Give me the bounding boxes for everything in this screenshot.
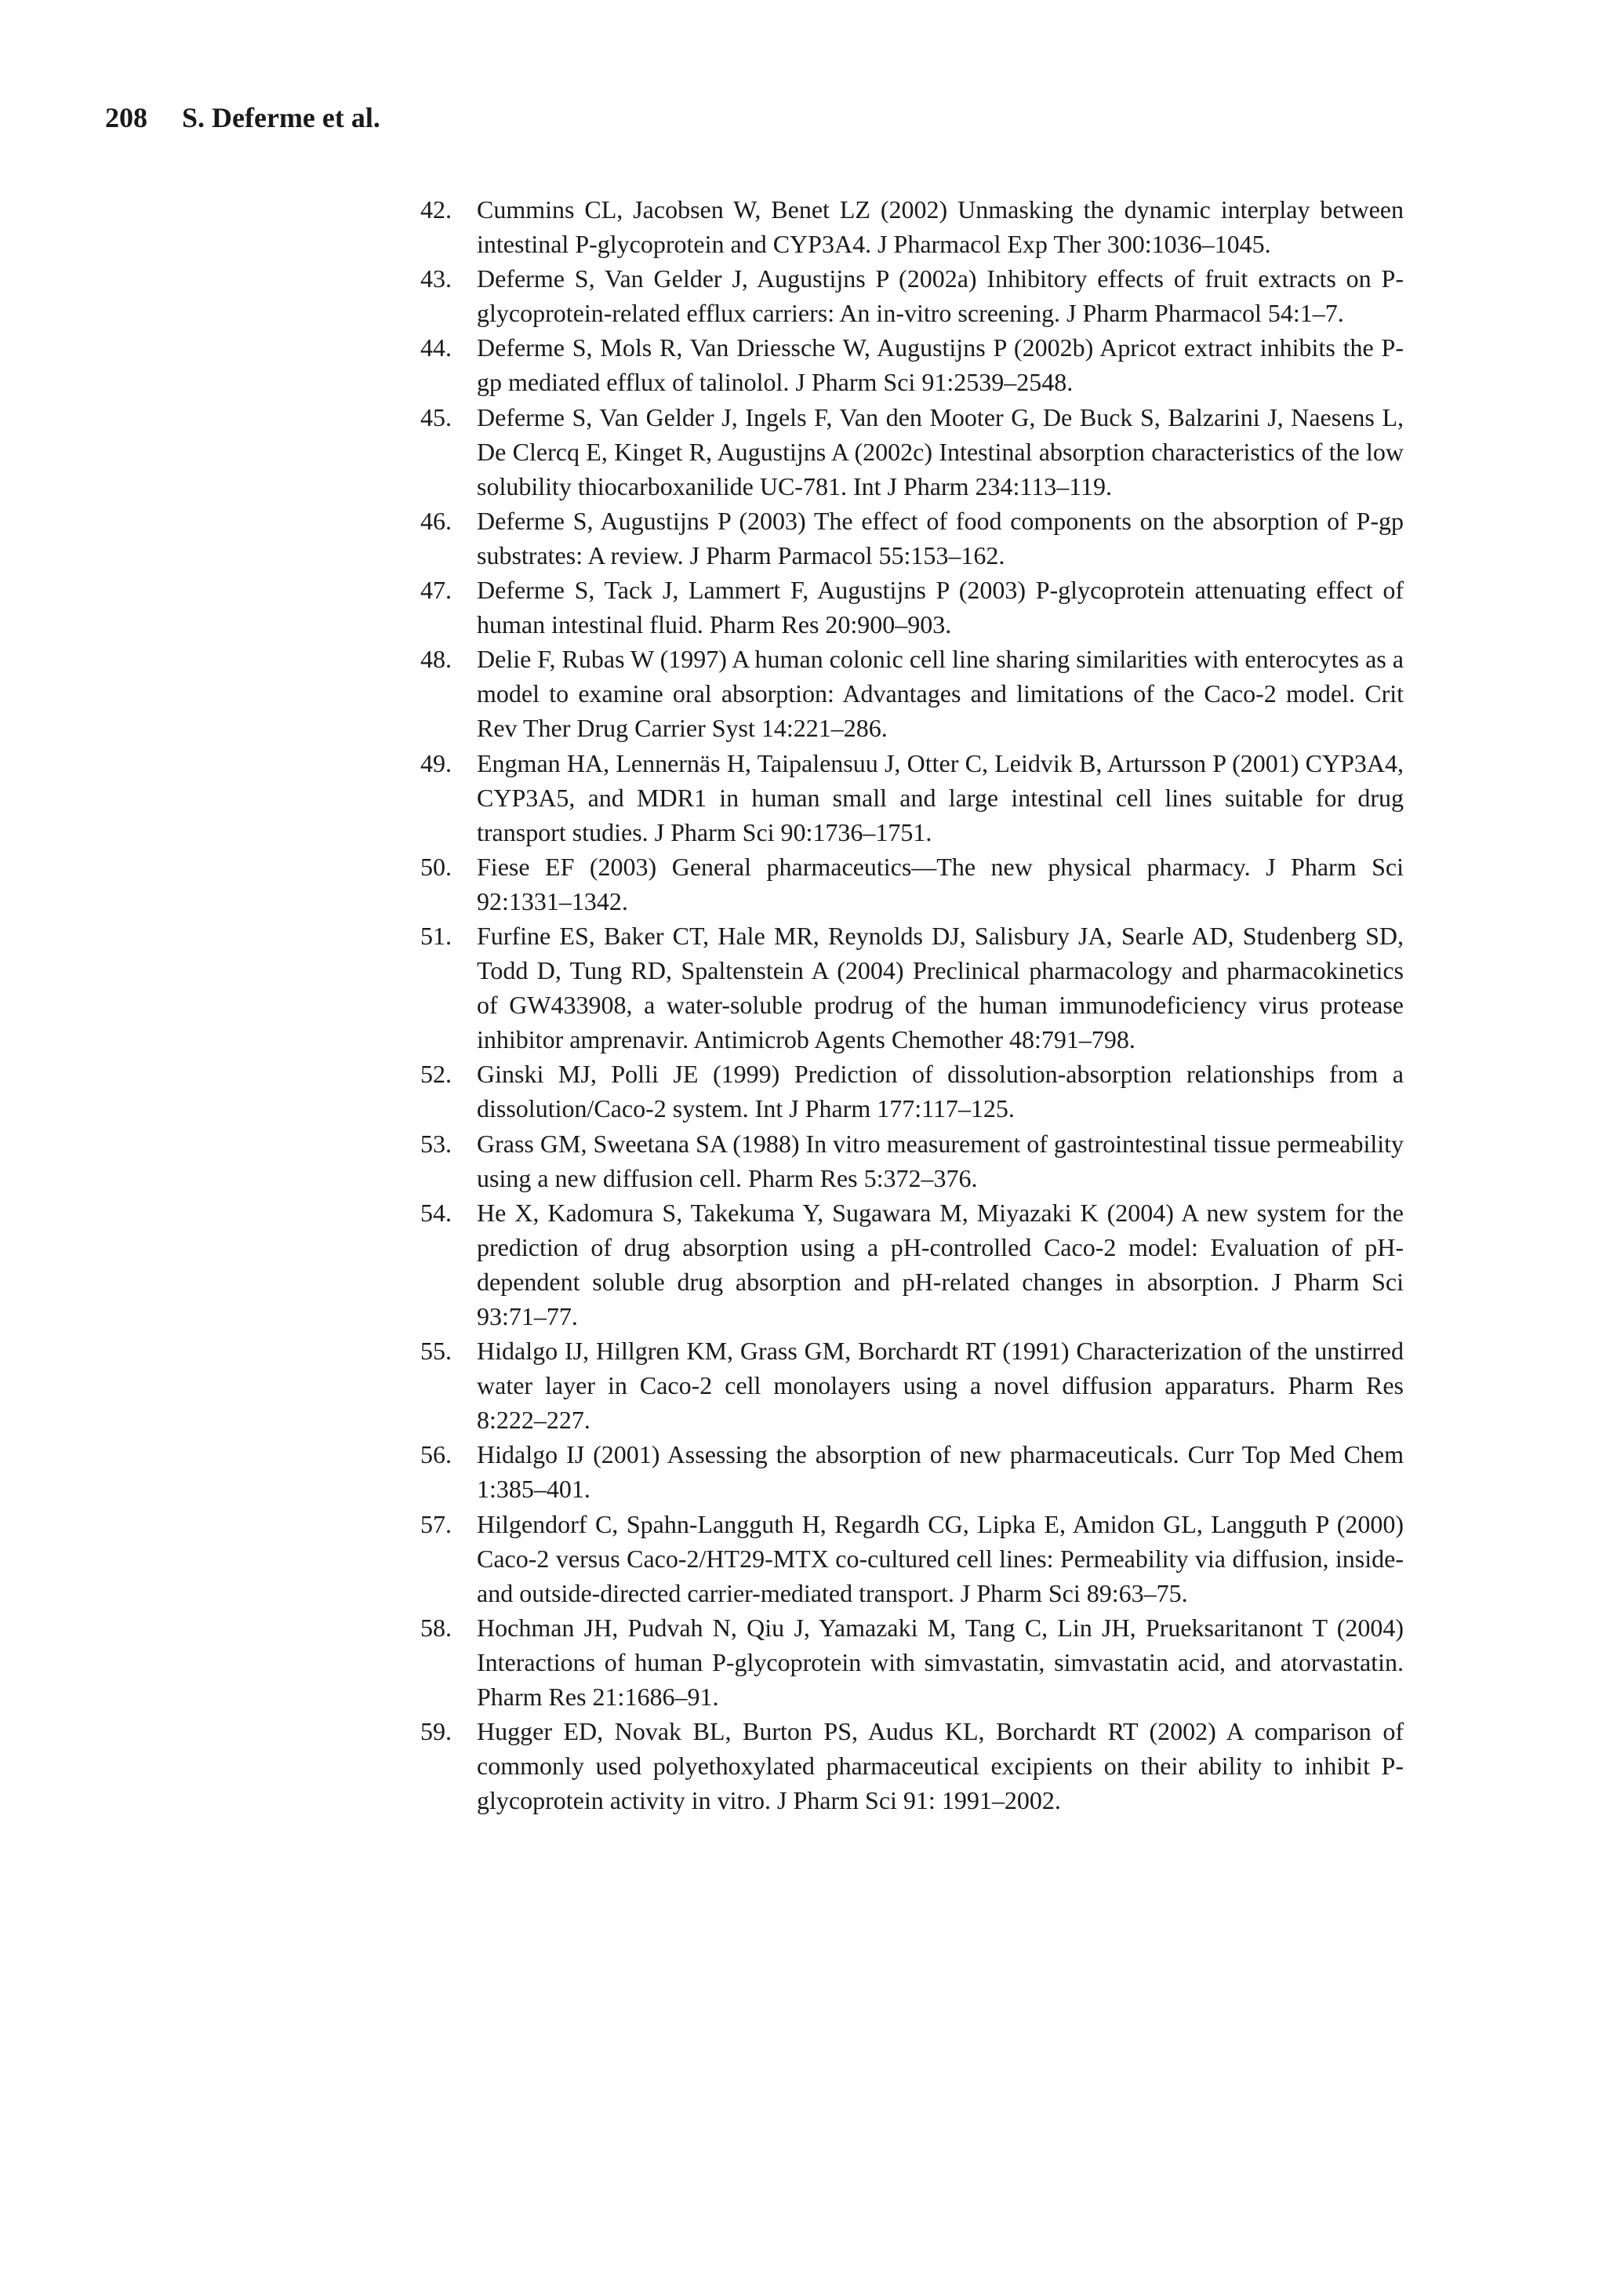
reference-text: Deferme S, Tack J, Lammert F, Augustijns P (2003) P-glycoprotein attenuating effect of human intestinal fluid. Pharm Res 20:900–903. [477,576,1404,639]
reference-number: 53. [420,1129,452,1158]
reference-text: Hugger ED, Novak BL, Burton PS, Audus KL, Borchardt RT (2002) A comparison of commonly used polyethoxylated pharmaceutical excipients on their ability to inhibit P-glycoprotein activity in vitro. J Pharm Sci 91: 1991–2002. [477,1717,1404,1815]
reference-number: 54. [420,1198,452,1227]
reference-number: 48. [420,645,452,674]
reference-number: 51. [420,921,452,950]
reference-number: 44. [420,333,452,362]
reference-number: 49. [420,748,452,777]
reference-text: Engman HA, Lennernäs H, Taipalensuu J, Otter C, Leidvik B, Artursson P (2001) CYP3A4, CYP3A5, and MDR1 in human small and large intestinal cell lines suitable for drug transport studies. J Pharm Sci 90:1736–1751. [477,748,1404,846]
reference-item [420,642,1404,745]
reference-number: 42. [420,195,452,224]
reference-text: Deferme S, Mols R, Van Driessche W, Augustijns P (2002b) Apricot extract inhibits the P-gp mediated efflux of talinolol. J Pharm Sci 91:2539–2548. [477,333,1404,397]
reference-number: 57. [420,1509,452,1538]
reference-item [420,504,1404,573]
reference-item [420,1610,1404,1714]
reference-number: 45. [420,402,452,431]
reference-number: 43. [420,264,452,293]
reference-text: Grass GM, Sweetana SA (1988) In vitro measurement of gastrointestinal tissue permeability using a new diffusion cell. Pharm Res 5:372–376. [477,1129,1404,1192]
reference-text: Fiese EF (2003) General pharmaceutics—The new physical pharmacy. J Pharm Sci 92:1331–1342. [477,852,1404,915]
reference-item [420,850,1404,919]
reference-item [420,1057,1404,1126]
reference-text: Hidalgo IJ (2001) Assessing the absorption of new pharmaceuticals. Curr Top Med Chem 1:385–401. [477,1440,1404,1504]
reference-item [420,573,1404,642]
reference-item [420,400,1404,504]
reference-text: Hilgendorf C, Spahn-Langguth H, Regardh CG, Lipka E, Amidon GL, Langguth P (2000) Caco-2 versus Caco-2/HT29-MTX co-cultured cell lines: Permeability via diffusion, inside- and outside-directed carrier-mediated transport. J Pharm Sci 89:63–75. [477,1509,1404,1607]
reference-text: Cummins CL, Jacobsen W, Benet LZ (2002) Unmasking the dynamic interplay between intestinal P-glycoprotein and CYP3A4. J Pharmacol Exp Ther 300:1036–1045. [477,195,1404,259]
reference-text: Hidalgo IJ, Hillgren KM, Grass GM, Borchardt RT (1991) Characterization of the unstirred water layer in Caco-2 cell monolayers using a novel diffusion apparaturs. Pharm Res 8:222–227. [477,1337,1404,1435]
reference-item [420,1714,1404,1818]
reference-text: Hochman JH, Pudvah N, Qiu J, Yamazaki M, Tang C, Lin JH, Prueksaritanont T (2004) Interactions of human P-glycoprotein with simvastatin, simvastatin acid, and atorvastatin. Pharm Res 21:1686–91. [477,1613,1404,1712]
reference-item [420,1126,1404,1195]
reference-number: 52. [420,1060,452,1089]
reference-text: Deferme S, Van Gelder J, Ingels F, Van den Mooter G, De Buck S, Balzarini J, Naesens L, De Clercq E, Kinget R, Augustijns A (2002c) Intestinal absorption characteristics of the low solubility thiocarboxanilide UC-781. Int J Pharm 234:113–119. [477,402,1404,500]
reference-number: 59. [420,1717,452,1746]
running-head [105,100,380,135]
reference-text: Delie F, Rubas W (1997) A human colonic cell line sharing similarities with enterocytes as a model to examine oral absorption: Advantages and limitations of the Caco-2 model. Crit Rev Ther Drug Carrier Syst 14:221–286. [477,645,1404,743]
reference-item [420,746,1404,850]
reference-item [420,1334,1404,1437]
reference-number: 50. [420,852,452,881]
reference-item [420,192,1404,261]
reference-text: Deferme S, Augustijns P (2003) The effect of food components on the absorption of P-gp substrates: A review. J Pharm Parmacol 55:153–162. [477,506,1404,569]
reference-item [420,919,1404,1057]
reference-number: 56. [420,1440,452,1469]
reference-item [420,261,1404,330]
reference-number: 47. [420,576,452,605]
reference-text: Deferme S, Van Gelder J, Augustijns P (2002a) Inhibitory effects of fruit extracts on P-glycoprotein-related efflux carriers: An in-vitro screening. J Pharm Pharmacol 54:1–7. [477,264,1404,328]
reference-item [420,1437,1404,1506]
reference-list [420,192,1404,1818]
reference-number: 46. [420,506,452,535]
reference-text: He X, Kadomura S, Takekuma Y, Sugawara M, Miyazaki K (2004) A new system for the prediction of drug absorption using a pH-controlled Caco-2 model: Evaluation of pH-dependent soluble drug absorption and pH-related changes in absorption. J Pharm Sci 93:71–77. [477,1198,1404,1330]
reference-number: 55. [420,1337,452,1366]
reference-number: 58. [420,1613,452,1642]
reference-item [420,1195,1404,1334]
reference-text: Ginski MJ, Polli JE (1999) Prediction of dissolution-absorption relationships from a dissolution/Caco-2 system. Int J Pharm 177:117–125. [477,1060,1404,1123]
page-number: 208 [105,102,147,133]
reference-text: Furfine ES, Baker CT, Hale MR, Reynolds DJ, Salisbury JA, Searle AD, Studenberg SD, Todd D, Tung RD, Spaltenstein A (2004) Preclinical pharmacology and pharmacokinetics of GW433908, a water-soluble prodrug of the human immunodeficiency virus protease inhibitor amprenavir. Antimicrob Agents Chemother 48:791–798. [477,921,1404,1054]
reference-item [420,330,1404,399]
reference-item [420,1507,1404,1610]
running-head-authors: S. Deferme et al. [182,102,380,133]
